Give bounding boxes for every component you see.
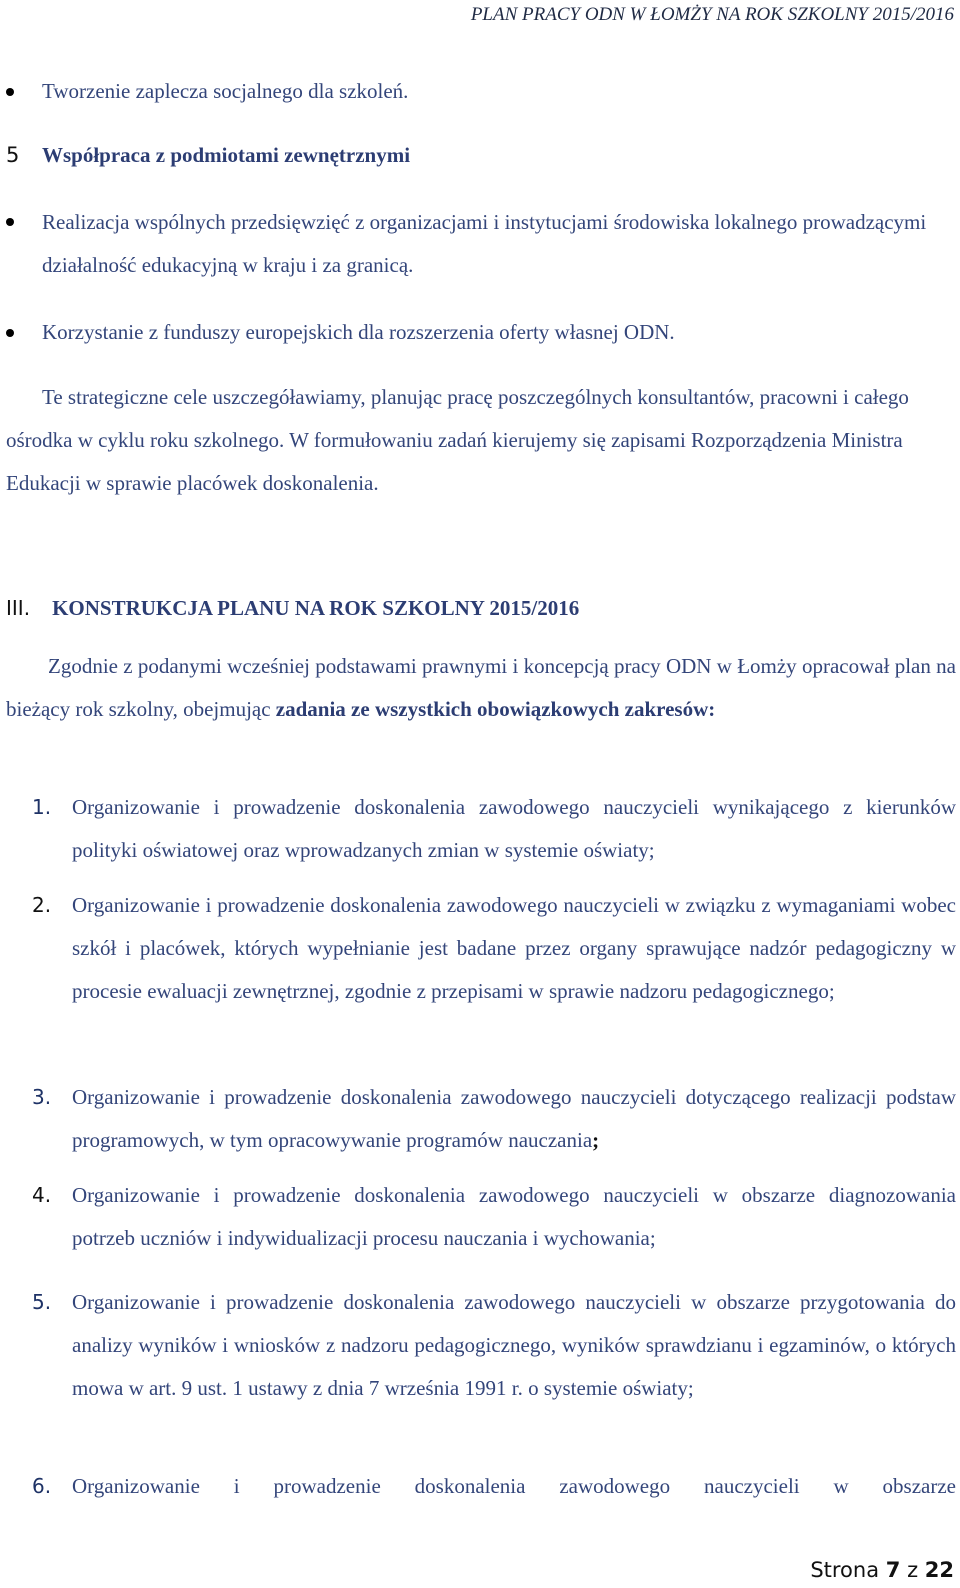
page-footer <box>810 1558 954 1582</box>
list-number: 4. <box>32 1183 52 1207</box>
list-item-text: Organizowanie i prowadzenie doskonalenia zawodowego nauczycieli wynikającego z kierunków polityki oświatowej oraz wprowadzanych zmian w systemie oświaty; <box>72 795 956 862</box>
bullet-text: Realizacja wspólnych przedsięwzięć z organizacjami i instytucjami środowiska lokalnego prowadzącymi działalność edukacyjną w kraju i za granicą. <box>42 210 927 277</box>
list-number: 5. <box>32 1290 52 1314</box>
list-number: 6. <box>32 1474 52 1498</box>
list-number: 2. <box>32 893 52 917</box>
section-title: KONSTRUKCJA PLANU NA ROK SZKOLNY 2015/2016 <box>52 596 580 620</box>
list-number: 3. <box>32 1085 52 1109</box>
intro-text: Zgodnie z podanymi wcześniej podstawami prawnymi i koncepcją pracy ODN w Łomży opracował plan na bieżący rok szkolny, obejmując <box>6 654 956 721</box>
section-number: III. <box>6 596 31 620</box>
list-number: 1. <box>32 795 52 819</box>
footer-page-total: 22 <box>924 1558 954 1582</box>
bullet-dot <box>6 329 14 337</box>
list-item-text: Organizowanie i prowadzenie doskonalenia zawodowego nauczycieli w obszarze przygotowania do analizy wyników i wniosków z nadzoru pedagogicznego, wyników sprawdzianu i egzaminów, o których mowa w art. 9 ust. 1 ustawy z dnia 7 września 1991 r. o systemie oświaty; <box>72 1290 956 1400</box>
intro-bold-text: zadania ze wszystkich obowiązkowych zakresów: <box>275 697 716 721</box>
bullet-text: Tworzenie zaplecza socjalnego dla szkoleń. <box>42 79 409 103</box>
bullet-text: Korzystanie z funduszy europejskich dla rozszerzenia oferty własnej ODN. <box>42 320 675 344</box>
section-number: 5 <box>6 143 20 167</box>
body-paragraph: Te strategiczne cele uszczegóławiamy, planując pracę poszczególnych konsultantów, pracowni i całego ośrodka w cyklu roku szkolnego. W formułowaniu zadań kierujemy się zapisami Rozporządzenia Ministra Edukacji w sprawie placówek doskonalenia. <box>6 385 909 495</box>
page-header: PLAN PRACY ODN W ŁOMŻY NA ROK SZKOLNY 2015/2016 <box>470 4 954 25</box>
section-title: Współpraca z podmiotami zewnętrznymi <box>42 143 411 167</box>
bullet-dot <box>6 218 14 226</box>
footer-sep: z <box>900 1558 925 1582</box>
list-item-text: Organizowanie i prowadzenie doskonalenia zawodowego nauczycieli w obszarze <box>72 1474 956 1498</box>
list-item-text <box>72 1076 956 1162</box>
list-item-text: Organizowanie i prowadzenie doskonalenia zawodowego nauczycieli w obszarze diagnozowania potrzeb uczniów i indywidualizacji procesu nauczania i wychowania; <box>72 1183 956 1250</box>
footer-prefix: Strona <box>810 1558 886 1582</box>
bullet-dot <box>6 88 14 96</box>
list-item-punct: ; <box>592 1128 600 1152</box>
footer-page-number: 7 <box>885 1558 901 1582</box>
list-item-body: Organizowanie i prowadzenie doskonalenia zawodowego nauczycieli dotyczącego realizacji podstaw programowych, w tym opracowywanie programów nauczania <box>72 1085 956 1152</box>
intro-paragraph <box>6 645 956 731</box>
list-item-text: Organizowanie i prowadzenie doskonalenia zawodowego nauczycieli w związku z wymaganiami wobec szkół i placówek, których wypełnianie jest badane przez organy sprawujące nadzór pedagogiczny w procesie ewaluacji zewnętrznej, zgodnie z przepisami w sprawie nadzoru pedagogicznego; <box>72 893 956 1003</box>
section-heading <box>6 590 579 629</box>
